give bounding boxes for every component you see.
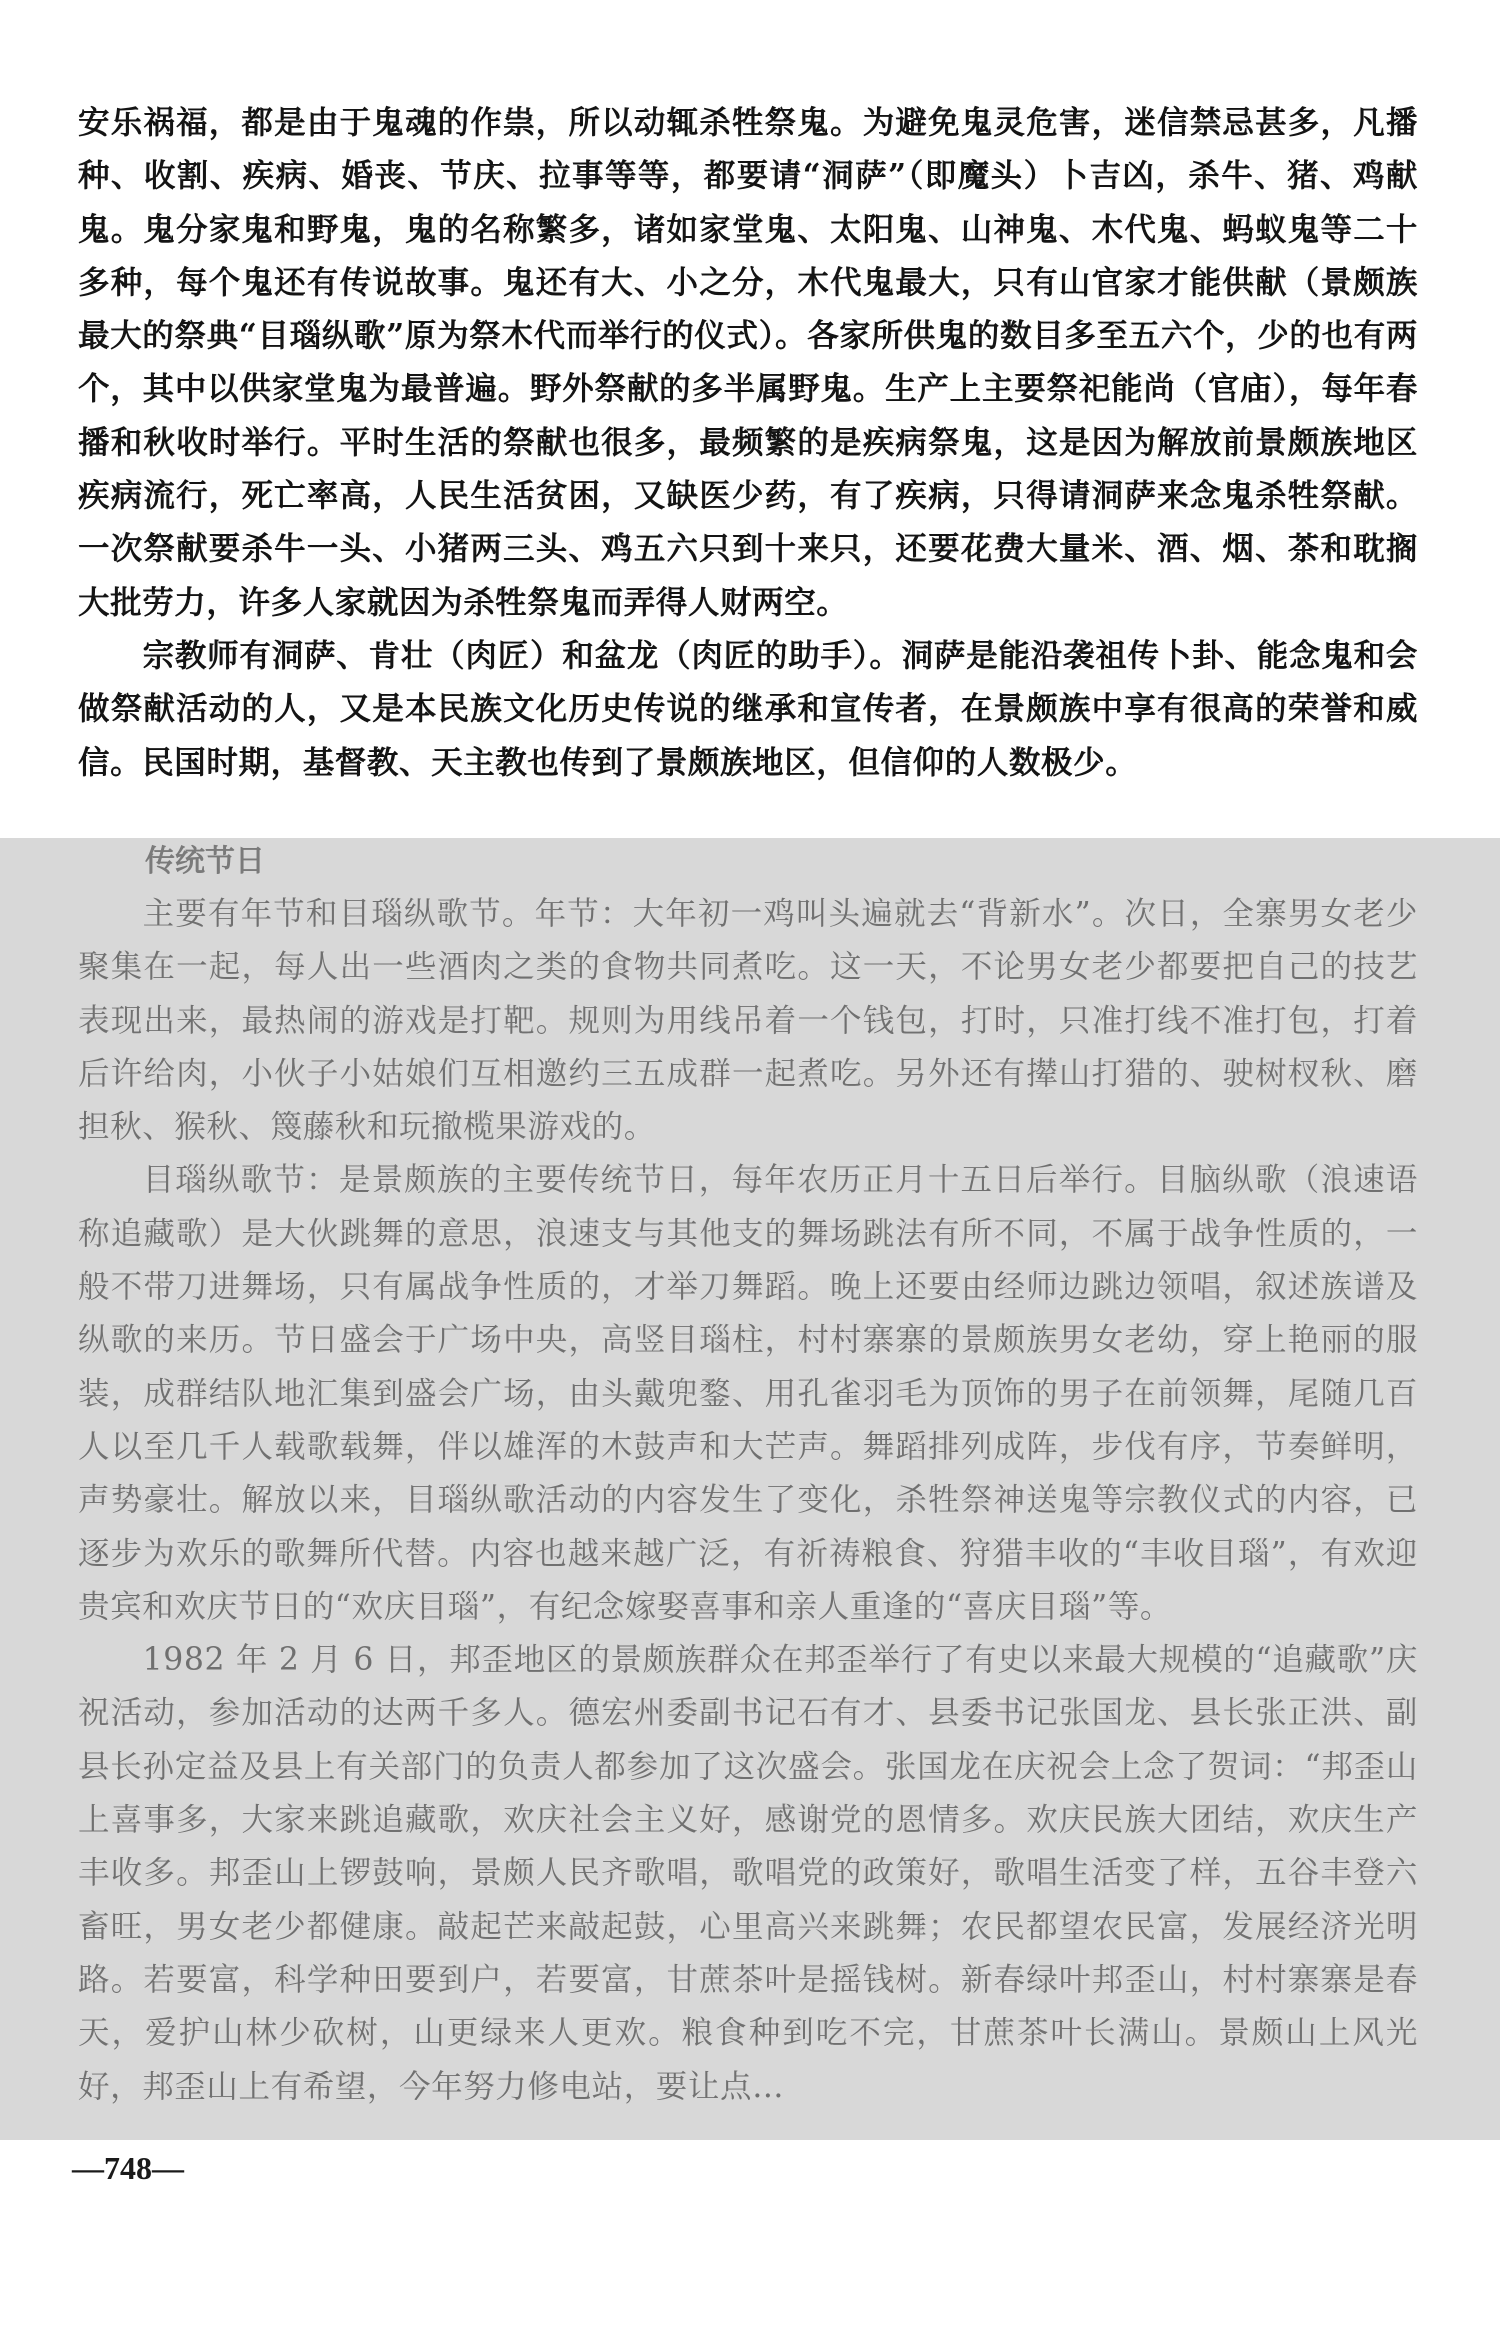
shaded-text-block xyxy=(78,836,1418,2114)
paragraph-munao-festival: 目瑙纵歌节：是景颇族的主要传统节日，每年农历正月十五日后举行。目脑纵歌（浪速语称追藏歌）是大伙跳舞的意思，浪速支与其他支的舞场跳法有所不同，不属于战争性质的，一般不带刀进舞场，只有属战争性质的，才举刀舞蹈。晚上还要由经师边跳边领唱，叙述族谱及纵歌的来历。节日盛会于广场中央，高竖目瑙柱，村村寨寨的景颇族男女老幼，穿上艳丽的服装，成群结队地汇集到盛会广场，由头戴兜鍪、用孔雀羽毛为顶饰的男子在前领舞，尾随几百人以至几千人载歌载舞，伴以雄浑的木鼓声和大芒声。舞蹈排列成阵，步伐有序，节奏鲜明，声势豪壮。解放以来，目瑙纵歌活动的内容发生了变化，杀牲祭神送鬼等宗教仪式的内容，已逐步为欢乐的歌舞所代替。内容也越来越广泛，有祈祷粮食、狩猎丰收的“丰收目瑙”，有欢迎贵宾和欢庆节日的“欢庆目瑙”，有纪念嫁娶喜事和亲人重逢的“喜庆目瑙”等。 xyxy=(78,1162,1418,1625)
paragraph-new-year: 主要有年节和目瑙纵歌节。年节：大年初一鸡叫头遍就去“背新水”。次日，全寨男女老少聚集在一起，每人出一些酒肉之类的食物共同煮吃。这一天，不论男女老少都要把自己的技艺表现出来，最热闹的游戏是打靶。规则为用线吊着一个钱包，打时，只准打线不准打包，打着后许给肉，小伙子小姑娘们互相邀约三五成群一起煮吃。另外还有撵山打猎的、驶树杈秋、磨担秋、猴秋、篾藤秋和玩撤榄果游戏的。 xyxy=(78,896,1418,1146)
top-text-block xyxy=(78,96,1418,789)
section-heading: 传统节日 xyxy=(145,844,265,879)
paragraph-religion-2: 宗教师有洞萨、肯壮（肉匠）和盆龙（肉匠的助手）。洞萨是能沿袭祖传卜卦、能念鬼和会做祭献活动的人，又是本民族文化历史传说的继承和宣传者，在景颇族中享有很高的荣誉和威信。民国时期，基督教、天主教也传到了景颇族地区，但信仰的人数极少。 xyxy=(78,636,1418,781)
paragraph-1982-celebration: 1982 年 2 月 6 日，邦歪地区的景颇族群众在邦歪举行了有史以来最大规模的“追藏歌”庆祝活动，参加活动的达两千多人。德宏州委副书记石有才、县委书记张国龙、县长张正洪、副县长孙定益及县上有关部门的负责人都参加了这次盛会。张国龙在庆祝会上念了贺词：“邦歪山上喜事多，大家来跳追藏歌，欢庆社会主义好，感谢党的恩情多。欢庆民族大团结，欢庆生产丰收多。邦歪山上锣鼓响，景颇人民齐歌唱，歌唱党的政策好，歌唱生活变了样，五谷丰登六畜旺，男女老少都健康。敲起芒来敲起鼓，心里高兴来跳舞；农民都望农民富，发展经济光明路。若要富，科学种田要到户，若要富，甘蔗茶叶是摇钱树。新春绿叶邦歪山，村村寨寨是春天，爱护山林少砍树，山更绿来人更欢。粮食种到吃不完，甘蔗茶叶长满山。景颇山上风光好，邦歪山上有希望，今年努力修电站，要让点… xyxy=(78,1642,1418,2105)
paragraph-religion-1: 安乐祸福，都是由于鬼魂的作祟，所以动辄杀牲祭鬼。为避免鬼灵危害，迷信禁忌甚多，凡播种、收割、疾病、婚丧、节庆、拉事等等，都要请“洞萨”（即魔头）卜吉凶，杀牛、猪、鸡献鬼。鬼分家鬼和野鬼，鬼的名称繁多，诸如家堂鬼、太阳鬼、山神鬼、木代鬼、蚂蚁鬼等二十多种，每个鬼还有传说故事。鬼还有大、小之分，木代鬼最大，只有山官家才能供献（景颇族最大的祭典“目瑙纵歌”原为祭木代而举行的仪式）。各家所供鬼的数目多至五六个，少的也有两个，其中以供家堂鬼为最普遍。野外祭献的多半属野鬼。生产上主要祭祀能尚（官庙），每年春播和秋收时举行。平时生活的祭献也很多，最频繁的是疾病祭鬼，这是因为解放前景颇族地区疾病流行，死亡率高，人民生活贫困，又缺医少药，有了疾病，只得请洞萨来念鬼杀牲祭献。一次祭献要杀牛一头、小猪两三头、鸡五六只到十来只，还要花费大量米、酒、烟、茶和耽搁大批劳力，许多人家就因为杀牲祭鬼而弄得人财两空。 xyxy=(78,104,1418,621)
page-number: —748— xyxy=(72,2150,184,2186)
